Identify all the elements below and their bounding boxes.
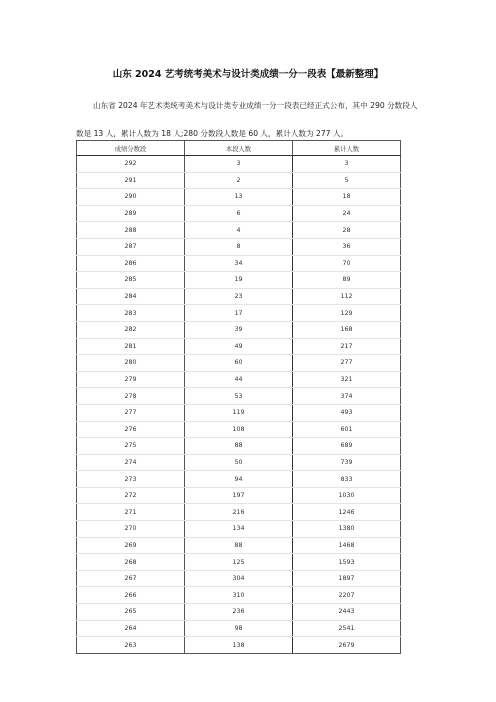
table-row xyxy=(77,355,401,372)
cumulative-count-cell: 3 xyxy=(293,156,401,173)
table-row xyxy=(77,172,401,189)
table-row xyxy=(77,570,401,587)
table-row xyxy=(77,471,401,488)
segment-count-cell: 60 xyxy=(185,355,293,372)
score-cell: 281 xyxy=(77,338,185,355)
table-row xyxy=(77,521,401,538)
table-row xyxy=(77,321,401,338)
score-cell: 283 xyxy=(77,305,185,322)
table-row xyxy=(77,487,401,504)
table-row xyxy=(77,421,401,438)
cumulative-count-cell: 28 xyxy=(293,222,401,239)
segment-count-cell: 23 xyxy=(185,288,293,305)
table-body xyxy=(77,156,401,654)
cumulative-count-cell: 1380 xyxy=(293,521,401,538)
score-cell: 266 xyxy=(77,587,185,604)
table-row xyxy=(77,255,401,272)
segment-count-cell: 34 xyxy=(185,255,293,272)
cumulative-count-cell: 24 xyxy=(293,205,401,222)
segment-count-cell: 310 xyxy=(185,587,293,604)
score-cell: 263 xyxy=(77,637,185,654)
segment-count-cell: 4 xyxy=(185,222,293,239)
score-cell: 277 xyxy=(77,404,185,421)
header-cumulative-count: 累计人数 xyxy=(293,141,401,156)
score-cell: 276 xyxy=(77,421,185,438)
table-row xyxy=(77,404,401,421)
cumulative-count-cell: 89 xyxy=(293,272,401,289)
score-cell: 284 xyxy=(77,288,185,305)
segment-count-cell: 49 xyxy=(185,338,293,355)
table-row xyxy=(77,371,401,388)
score-cell: 290 xyxy=(77,189,185,206)
score-cell: 275 xyxy=(77,438,185,455)
segment-count-cell: 197 xyxy=(185,487,293,504)
table-row xyxy=(77,554,401,571)
document-title: 山东 2024 艺考统考美术与设计类成绩一分一段表【最新整理】 xyxy=(112,69,384,80)
score-cell: 285 xyxy=(77,272,185,289)
segment-count-cell: 216 xyxy=(185,504,293,521)
table-row xyxy=(77,156,401,173)
table-row xyxy=(77,338,401,355)
cumulative-count-cell: 277 xyxy=(293,355,401,372)
table-row xyxy=(77,454,401,471)
segment-count-cell: 94 xyxy=(185,471,293,488)
score-cell: 273 xyxy=(77,471,185,488)
segment-count-cell: 2 xyxy=(185,172,293,189)
cumulative-count-cell: 739 xyxy=(293,454,401,471)
segment-count-cell: 17 xyxy=(185,305,293,322)
score-cell: 278 xyxy=(77,388,185,405)
segment-count-cell: 98 xyxy=(185,620,293,637)
score-cell: 291 xyxy=(77,172,185,189)
header-score-range: 成绩分数段 xyxy=(77,141,185,156)
segment-count-cell: 53 xyxy=(185,388,293,405)
score-cell: 268 xyxy=(77,554,185,571)
segment-count-cell: 134 xyxy=(185,521,293,538)
score-cell: 270 xyxy=(77,521,185,538)
cumulative-count-cell: 2679 xyxy=(293,637,401,654)
table-row xyxy=(77,388,401,405)
segment-count-cell: 138 xyxy=(185,637,293,654)
segment-count-cell: 6 xyxy=(185,205,293,222)
table-row xyxy=(77,604,401,621)
score-cell: 289 xyxy=(77,205,185,222)
score-cell: 279 xyxy=(77,371,185,388)
segment-count-cell: 88 xyxy=(185,438,293,455)
cumulative-count-cell: 1593 xyxy=(293,554,401,571)
cumulative-count-cell: 2207 xyxy=(293,587,401,604)
table-row xyxy=(77,272,401,289)
segment-count-cell: 119 xyxy=(185,404,293,421)
table-row xyxy=(77,587,401,604)
table-row xyxy=(77,504,401,521)
table-row xyxy=(77,537,401,554)
cumulative-count-cell: 493 xyxy=(293,404,401,421)
cumulative-count-cell: 217 xyxy=(293,338,401,355)
header-segment-count: 本段人数 xyxy=(185,141,293,156)
cumulative-count-cell: 112 xyxy=(293,288,401,305)
segment-count-cell: 39 xyxy=(185,321,293,338)
score-cell: 272 xyxy=(77,487,185,504)
cumulative-count-cell: 601 xyxy=(293,421,401,438)
score-cell: 287 xyxy=(77,238,185,255)
score-cell: 267 xyxy=(77,570,185,587)
segment-count-cell: 88 xyxy=(185,537,293,554)
score-distribution-table xyxy=(76,140,401,654)
score-cell: 288 xyxy=(77,222,185,239)
cumulative-count-cell: 168 xyxy=(293,321,401,338)
table-row xyxy=(77,438,401,455)
table-row xyxy=(77,238,401,255)
score-cell: 286 xyxy=(77,255,185,272)
table-row xyxy=(77,288,401,305)
cumulative-count-cell: 1897 xyxy=(293,570,401,587)
score-cell: 271 xyxy=(77,504,185,521)
segment-count-cell: 50 xyxy=(185,454,293,471)
cumulative-count-cell: 70 xyxy=(293,255,401,272)
cumulative-count-cell: 18 xyxy=(293,189,401,206)
cumulative-count-cell: 2443 xyxy=(293,604,401,621)
segment-count-cell: 8 xyxy=(185,238,293,255)
cumulative-count-cell: 1030 xyxy=(293,487,401,504)
score-cell: 269 xyxy=(77,537,185,554)
segment-count-cell: 304 xyxy=(185,570,293,587)
segment-count-cell: 3 xyxy=(185,156,293,173)
segment-count-cell: 44 xyxy=(185,371,293,388)
cumulative-count-cell: 36 xyxy=(293,238,401,255)
score-cell: 264 xyxy=(77,620,185,637)
segment-count-cell: 236 xyxy=(185,604,293,621)
intro-paragraph: 山东省 2024 年艺术类统考美术与设计类专业成绩一分一段表已经正式公布，其中 290 分数段人数是 13 人，累计人数为 18 人;280 分数段人数是 60 人，累计人数为 277 人。 xyxy=(76,101,418,138)
segment-count-cell: 125 xyxy=(185,554,293,571)
score-cell: 265 xyxy=(77,604,185,621)
table-row xyxy=(77,637,401,654)
table-row xyxy=(77,620,401,637)
table-row xyxy=(77,305,401,322)
segment-count-cell: 13 xyxy=(185,189,293,206)
score-cell: 282 xyxy=(77,321,185,338)
cumulative-count-cell: 2541 xyxy=(293,620,401,637)
table-row xyxy=(77,222,401,239)
segment-count-cell: 19 xyxy=(185,272,293,289)
cumulative-count-cell: 1468 xyxy=(293,537,401,554)
table-row xyxy=(77,205,401,222)
cumulative-count-cell: 1246 xyxy=(293,504,401,521)
cumulative-count-cell: 129 xyxy=(293,305,401,322)
cumulative-count-cell: 5 xyxy=(293,172,401,189)
cumulative-count-cell: 689 xyxy=(293,438,401,455)
table-row xyxy=(77,189,401,206)
cumulative-count-cell: 374 xyxy=(293,388,401,405)
score-cell: 292 xyxy=(77,156,185,173)
cumulative-count-cell: 833 xyxy=(293,471,401,488)
score-cell: 280 xyxy=(77,355,185,372)
score-cell: 274 xyxy=(77,454,185,471)
table-header-row xyxy=(77,141,401,156)
cumulative-count-cell: 321 xyxy=(293,371,401,388)
segment-count-cell: 108 xyxy=(185,421,293,438)
